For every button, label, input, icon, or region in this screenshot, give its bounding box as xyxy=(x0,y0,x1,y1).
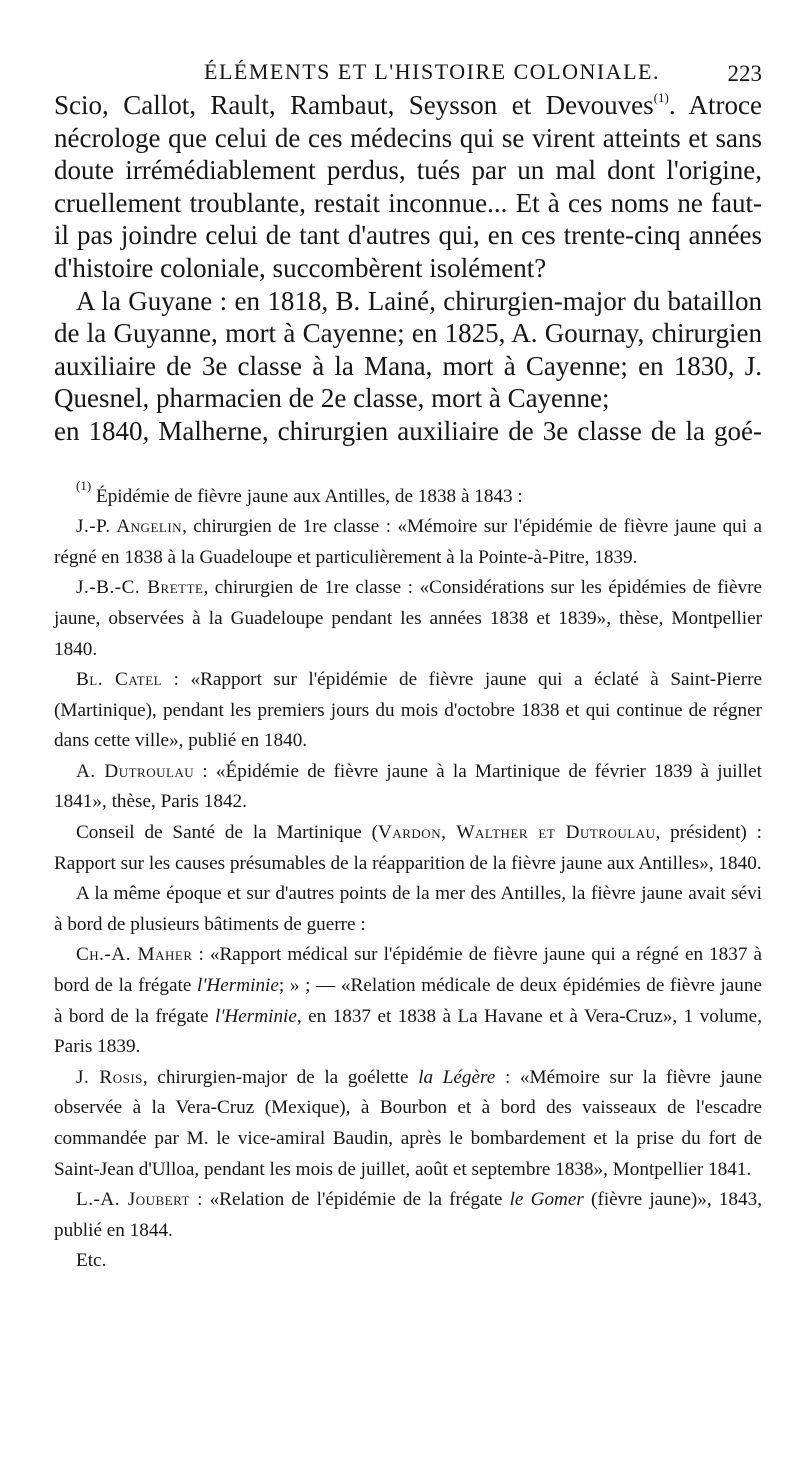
ship-name: la Légère xyxy=(418,1066,496,1088)
footnote-entry xyxy=(54,512,762,573)
footnotes xyxy=(54,477,763,1277)
author-name: Bl. Catel xyxy=(76,669,163,691)
author-name: J.-B.-C. Brette xyxy=(76,577,204,599)
footnote-entry xyxy=(54,573,762,665)
author-name: J. Rosis xyxy=(76,1066,143,1088)
paragraph-2 xyxy=(54,285,762,415)
author-names: Vardon, Walther et Dutroulau xyxy=(378,822,656,844)
ship-name: l'Herminie xyxy=(197,975,279,997)
paragraph-1 xyxy=(54,89,762,285)
main-text xyxy=(54,89,762,448)
entry-text: A la même époque et sur d'autres points de la mer des Antilles, la fièvre jaune avait sévi à bord de plusieurs bâtiments de guerre : xyxy=(54,883,762,935)
running-title: ÉLÉMENTS ET L'HISTOIRE COLONIALE. xyxy=(204,59,660,84)
paragraph-2-last-line: en 1840, Malherne, chirurgien auxiliaire de 3e classe de la goé- xyxy=(54,415,762,446)
footnote-paragraph xyxy=(54,879,762,940)
footnote-reference: (1) xyxy=(653,90,669,105)
entry-text: : «Épidémie de fièvre jaune à la Martinique de février 1839 à juillet 1841», thèse, Paris 1842. xyxy=(54,760,762,813)
entry-text: (fièvre jaune)», 1843, publié en 1844. xyxy=(54,1189,763,1241)
paragraph-1-rest: . Atroce nécrologe que celui de ces médecins qui se virent atteints et sans doute irrémédiablement perdus, tués par un mal dont l'origine, cruellement troublante, restait inconnue... Et à ces noms ne faut-il pas joindre celui de tant d'autres qui, en ces trente-cinq années d'histoire coloniale, succombèrent isolément? xyxy=(54,90,762,283)
footnote-1 xyxy=(54,477,762,513)
footnote-entry xyxy=(54,818,762,879)
entry-text: , en 1837 et 1838 à La Havane et à Vera-Cruz», 1 volume, Paris 1839. xyxy=(54,1005,762,1058)
footnote-entry xyxy=(54,665,762,757)
footnote-entry xyxy=(54,1063,762,1185)
entry-text: : «Rapport médical sur l'épidémie de fièvre jaune qui a régné en 1837 à bord de la frégate xyxy=(54,944,762,997)
page-number: 223 xyxy=(727,61,762,86)
paragraph-1-start: Scio, Callot, Rault, Rambaut, Seysson et Devouves xyxy=(54,90,654,120)
paragraph-2-text: A la Guyane : en 1818, B. Lainé, chirurgien-major du bataillon de la Guyanne, mort à Cayenne; en 1825, A. Gournay, chirurgien auxiliaire de 3e classe à la Mana, mort à Cayenne; en 1830, J. Quesnel, pharmacien de 2e classe, mort à Cayenne; xyxy=(54,285,762,414)
entry-text: , chirurgien de 1re classe : «Considérations sur les épidémies de fièvre jaune, observées à la Guadeloupe pendant les années 1838 et 1839», thèse, Montpellier 1840. xyxy=(54,577,763,660)
footnote-1-text: Épidémie de fièvre jaune aux Antilles, de 1838 à 1843 : xyxy=(91,485,523,507)
entry-text: : «Relation de l'épidémie de la frégate xyxy=(189,1189,510,1211)
author-name: A. Dutroulau xyxy=(76,760,195,782)
entry-text: Conseil de Santé de la Martinique ( xyxy=(76,822,378,844)
entry-text: : «Mémoire sur la fièvre jaune observée à la Vera-Cruz (Mexique), à Bourbon et à bord des vaisseaux de l'escadre commandée par M. le vice-amiral Baudin, après le bombardement et la prise du fort de Saint-Jean d'Ulloa, pendant les mois de juillet, août et septembre 1838», Montpellier 1841. xyxy=(54,1066,762,1180)
ship-name: l'Herminie xyxy=(215,1005,297,1027)
entry-text: , chirurgien-major de la goélette xyxy=(142,1066,419,1088)
footnote-etc xyxy=(54,1246,762,1277)
author-name: J.-P. Angelin xyxy=(76,516,183,538)
entry-text: ; » ; — «Relation médicale de deux épidémies de fièvre jaune à bord de la frégate xyxy=(54,975,762,1027)
footnote-entry xyxy=(54,1185,762,1246)
author-name: L.-A. Joubert xyxy=(76,1189,190,1211)
ship-name: le Gomer xyxy=(509,1189,584,1211)
book-page xyxy=(54,55,762,1277)
entry-text: , chirurgien de 1re classe : «Mémoire sur l'épidémie de fièvre jaune qui a régné en 1838 à la Guadeloupe et particulièrement à la Pointe-à-Pitre, 1839. xyxy=(54,516,762,568)
footnote-entry xyxy=(54,940,762,1062)
entry-text: , président) : Rapport sur les causes présumables de la réapparition de la fièvre jaune aux Antilles», 1840. xyxy=(54,822,762,874)
footnote-mark: (1) xyxy=(76,477,92,493)
running-header xyxy=(54,55,762,89)
entry-text: Etc. xyxy=(76,1250,107,1272)
author-name: Ch.-A. Maher xyxy=(76,944,193,966)
footnote-entry xyxy=(54,757,762,818)
entry-text: : «Rapport sur l'épidémie de fièvre jaune qui a éclaté à Saint-Pierre (Martinique), pendant les premiers jours du mois d'octobre 1838 et qui continue de régner dans cette ville», publié en 1840. xyxy=(54,669,762,752)
